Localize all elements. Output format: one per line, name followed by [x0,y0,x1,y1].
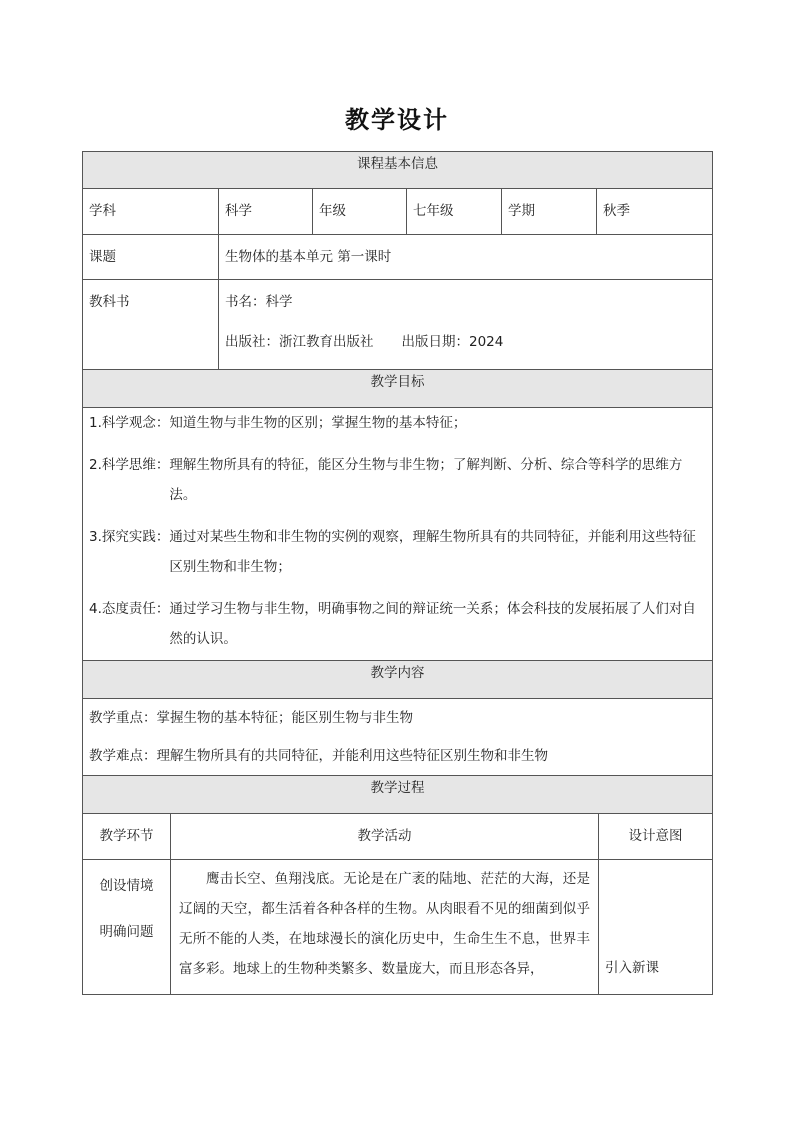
grade-label: 年级 [313,189,407,235]
intent-cell [599,860,713,995]
term-value: 秋季 [597,189,713,235]
intent-text: 引入新课 [605,960,659,976]
stage-cell [83,860,171,995]
section-header-content: 教学内容 [83,661,713,699]
objective-label: 1.科学观念： [89,415,170,431]
subject-value: 科学 [219,189,313,235]
activity-text: 鹰击长空、鱼翔浅底。无论是在广袤的陆地、茫茫的大海，还是辽阔的天空，都生活着各种各样的生物。从肉眼看不见的细菌到似乎无所不能的人类，在地球漫长的演化历史中，生命生生不息，世界丰富多彩。地球上的生物种类繁多、数量庞大，而且形态各异， [179,871,590,977]
content-body [83,699,713,776]
section-header-objectives: 教学目标 [83,370,713,408]
lesson-plan-table [82,151,713,995]
objective-label: 3.探究实践： [89,529,170,545]
objective-text: 通过学习生物与非生物，明确事物之间的辩证统一关系；体会科技的发展拓展了人们对自然的认识。 [169,601,696,647]
section-header-basic-info: 课程基本信息 [83,152,713,189]
objective-item [89,450,706,510]
objective-item [89,522,706,582]
objective-item [89,408,706,438]
topic-label: 课题 [83,235,219,280]
book-name: 书名：科学 [225,294,293,310]
document-title: 教学设计 [345,106,449,134]
section-header-process: 教学过程 [83,776,713,814]
key-point: 教学重点：掌握生物的基本特征；能区别生物与非生物 [89,710,413,726]
objective-item [89,594,706,654]
col-header-activity: 教学活动 [171,814,599,860]
publisher-line [225,320,706,364]
subject-label: 学科 [83,189,219,235]
grade-value: 七年级 [407,189,502,235]
textbook-info [219,280,713,370]
col-header-intent: 设计意图 [599,814,713,860]
objective-text: 通过对某些生物和非生物的实例的观察，理解生物所具有的共同特征，并能利用这些特征区别生物和非生物； [169,529,696,575]
term-label: 学期 [502,189,597,235]
objective-text: 理解生物所具有的特征，能区分生物与非生物；了解判断、分析、综合等科学的思维方法。 [169,457,683,503]
objective-label: 2.科学思维： [89,457,170,473]
topic-value: 生物体的基本单元 第一课时 [219,235,713,280]
col-header-stage: 教学环节 [83,814,171,860]
objective-text: 知道生物与非生物的区别；掌握生物的基本特征； [169,415,467,431]
publisher: 出版社：浙江教育出版社 [225,334,374,350]
objectives-list [83,408,713,661]
publish-date: 出版日期：2024 [401,334,504,350]
stage-line: 明确问题 [99,924,154,940]
stage-line: 创设情境 [99,878,154,894]
textbook-label: 教科书 [83,280,219,370]
difficult-point: 教学难点：理解生物所具有的共同特征，并能利用这些特征区别生物和非生物 [89,748,548,764]
objective-label: 4.态度责任： [89,601,170,617]
activity-cell [171,860,599,995]
